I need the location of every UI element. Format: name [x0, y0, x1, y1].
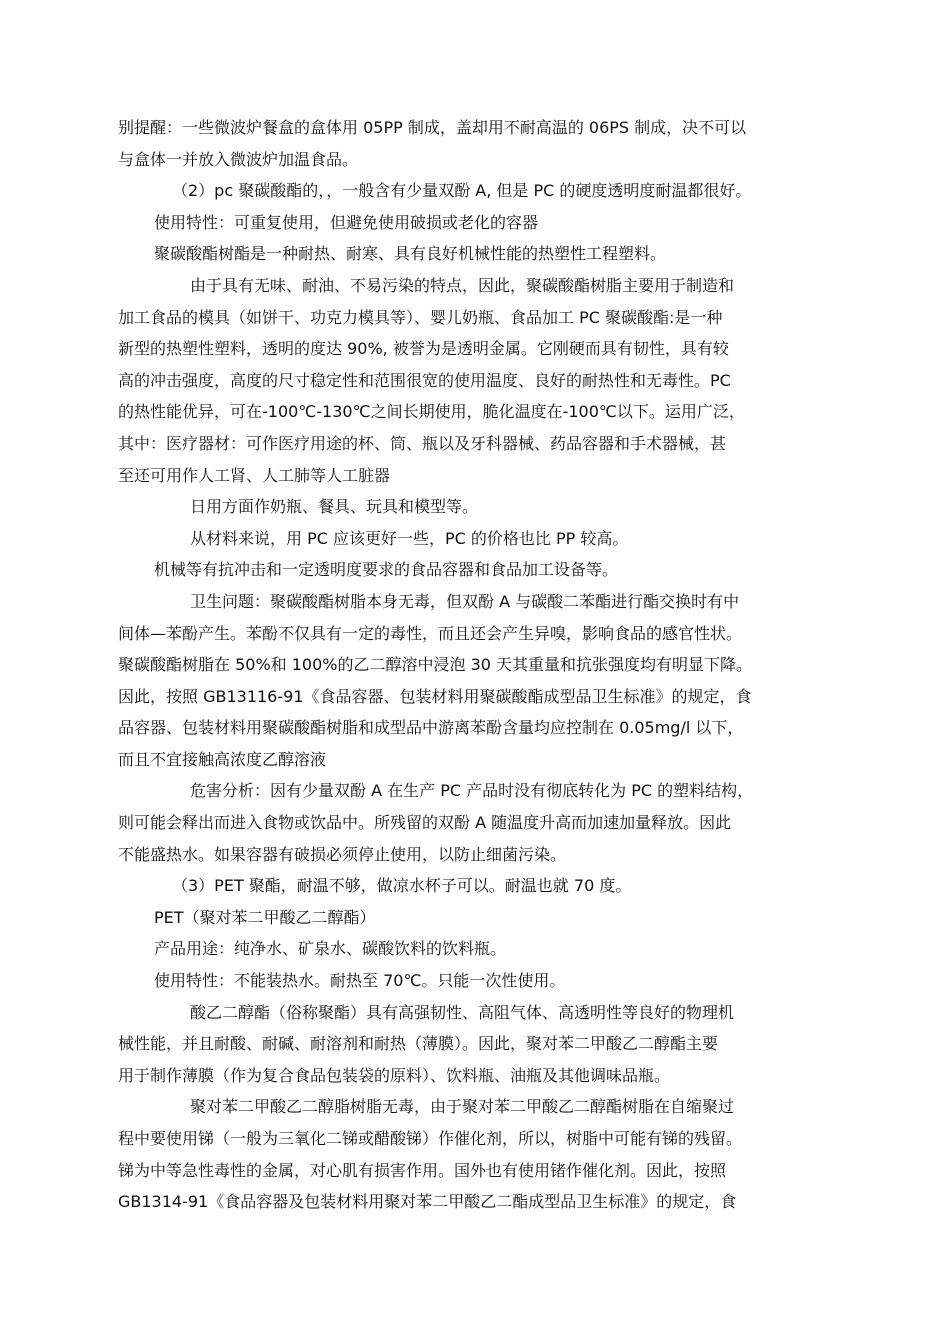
text-line — [118, 965, 836, 997]
text-line-content: GB1314-91《食品容器及包装材料用聚对苯二甲酸乙二酯成型品卫生标准》的规定，食 — [118, 1192, 737, 1212]
text-line — [118, 1060, 836, 1092]
text-line — [118, 618, 836, 650]
text-line — [118, 681, 836, 713]
text-line-content: 而且不宜接触高浓度乙醇溶液 — [118, 749, 327, 769]
text-line-content: 由于具有无味、耐油、不易污染的特点，因此，聚碳酸酯树脂主要用于制造和 — [190, 275, 735, 295]
text-line-content: 使用特性：可重复使用，但避免使用破损或老化的容器 — [154, 212, 539, 232]
text-line — [118, 997, 836, 1029]
text-line — [118, 270, 836, 302]
text-line-content: 聚碳酸酯树酯是一种耐热、耐寒、具有良好机械性能的热塑性工程塑料。 — [154, 244, 667, 264]
text-line — [118, 523, 836, 555]
text-line — [118, 649, 836, 681]
text-line-content: 品容器、包装材料用聚碳酸酯树脂和成型品中游离苯酚含量均应控制在 0.05mg/l 以下， — [118, 718, 744, 738]
text-line — [118, 365, 836, 397]
text-line-content: 的热性能优异，可在-100℃-130℃之间长期使用，脆化温度在-100℃以下。运用广泛， — [118, 402, 745, 422]
text-line-content: 不能盛热水。如果容器有破损必须停止使用，以防止细菌污染。 — [118, 844, 567, 864]
text-line-content: 机械等有抗冲击和一定透明度要求的食品容器和食品加工设备等。 — [154, 560, 619, 580]
text-line — [118, 1186, 836, 1218]
text-line-content: 酸乙二醇酯（俗称聚酯）具有高强韧性、高阻气体、高透明性等良好的物理机 — [190, 1002, 735, 1022]
text-line — [118, 333, 836, 365]
text-line-content: 聚碳酸酯树脂在 50%和 100%的乙二醇溶中浸泡 30 天其重量和抗张强度均有明显下降。 — [118, 655, 753, 675]
text-line-content: 聚对苯二甲酸乙二醇脂树脂无毒，由于聚对苯二甲酸乙二醇酯树脂在自缩聚过 — [190, 1097, 735, 1117]
text-line-content: 用于制作薄膜（作为复合食品包装袋的原料）、饮料瓶、油瓶及其他调味品瓶。 — [118, 1065, 671, 1085]
document-body — [118, 112, 836, 1218]
text-line — [118, 775, 836, 807]
text-line-content: 至还可用作人工肾、人工肺等人工脏器 — [118, 465, 391, 485]
text-line-content: 使用特性：不能装热水。耐热至 70℃。只能一次性使用。 — [154, 971, 566, 991]
text-line — [118, 586, 836, 618]
text-line-content: 械性能，并且耐酸、耐碱、耐溶剂和耐热（薄膜）。因此，聚对苯二甲酸乙二醇酯主要 — [118, 1034, 719, 1054]
text-line — [118, 460, 836, 492]
text-line — [118, 902, 836, 934]
text-line-content: 产品用途：纯净水、矿泉水、碳酸饮料的饮料瓶。 — [154, 939, 507, 959]
text-line — [118, 712, 836, 744]
text-line — [118, 428, 836, 460]
text-line-content: 锑为中等急性毒性的金属，对心肌有损害作用。国外也有使用锗作催化剂。因此，按照 — [118, 1160, 727, 1180]
text-line — [118, 144, 836, 176]
text-line-content: 高的冲击强度，高度的尺寸稳定性和范围很宽的使用温度、良好的耐热性和无毒性。PC — [118, 370, 731, 390]
text-line-content: 新型的热塑性塑料，透明的度达 90%, 被誉为是透明金属。它刚硬而具有韧性，具有较 — [118, 339, 729, 359]
text-line — [118, 839, 836, 871]
text-line — [118, 238, 836, 270]
text-line-content: 则可能会释出而进入食物或饮品中。所残留的双酚 A 随温度升高而加速加量释放。因此 — [118, 813, 732, 833]
text-line — [118, 933, 836, 965]
text-line-content: 危害分析：因有少量双酚 A 在生产 PC 产品时没有彻底转化为 PC 的塑料结构， — [190, 781, 754, 801]
text-line-content: 与盒体一并放入微波炉加温食品。 — [118, 149, 359, 169]
text-line-content: （2）pc 聚碳酸酯的，，一般含有少量双酚 A, 但是 PC 的硬度透明度耐温都很好。 — [172, 181, 752, 201]
text-line-content: 从材料来说，用 PC 应该更好一些，PC 的价格也比 PP 较高。 — [190, 528, 629, 548]
text-line-content: 程中要使用锑（一般为三氧化二锑或醋酸锑）作催化剂，所以，树脂中可能有锑的残留。 — [118, 1129, 743, 1148]
text-line-content: 日用方面作奶瓶、餐具、玩具和模型等。 — [190, 497, 479, 517]
text-line — [118, 302, 836, 334]
text-line — [118, 1028, 836, 1060]
text-line — [118, 207, 836, 239]
text-line — [118, 554, 836, 586]
text-line-content: 间体—苯酚产生。苯酚不仅具有一定的毒性，而且还会产生异嗅，影响食品的感官性状。 — [118, 623, 743, 643]
text-line — [118, 491, 836, 523]
text-line — [118, 1123, 836, 1155]
text-line-content: PET（聚对苯二甲酸乙二醇酯） — [154, 907, 376, 927]
text-line — [118, 870, 836, 902]
text-line-content: 加工食品的模具（如饼干、功克力模具等）、婴儿奶瓶、食品加工 PC 聚碳酸酯:是一种 — [118, 307, 723, 327]
text-line — [118, 744, 836, 776]
text-line-content: 卫生问题：聚碳酸酯树脂本身无毒，但双酚 A 与碳酸二苯酯进行酯交换时有中 — [190, 591, 740, 611]
text-line — [118, 1155, 836, 1187]
text-line-content: （3）PET 聚酯，耐温不够，做凉水杯子可以。耐温也就 70 度。 — [172, 876, 632, 896]
text-line — [118, 1091, 836, 1123]
text-line-content: 别提醒：一些微波炉餐盒的盒体用 05PP 制成，盖却用不耐高温的 06PS 制成，决不可以 — [118, 118, 747, 137]
text-line — [118, 175, 836, 207]
text-line-content: 其中：医疗器材：可作医疗用途的杯、筒、瓶以及牙科器械、药品容器和手术器械，甚 — [118, 433, 727, 453]
text-line — [118, 112, 836, 144]
text-line — [118, 396, 836, 428]
text-line-content: 因此，按照 GB13116-91《食品容器、包装材料用聚碳酸酯成型品卫生标准》的规定，食 — [118, 686, 752, 706]
text-line — [118, 807, 836, 839]
